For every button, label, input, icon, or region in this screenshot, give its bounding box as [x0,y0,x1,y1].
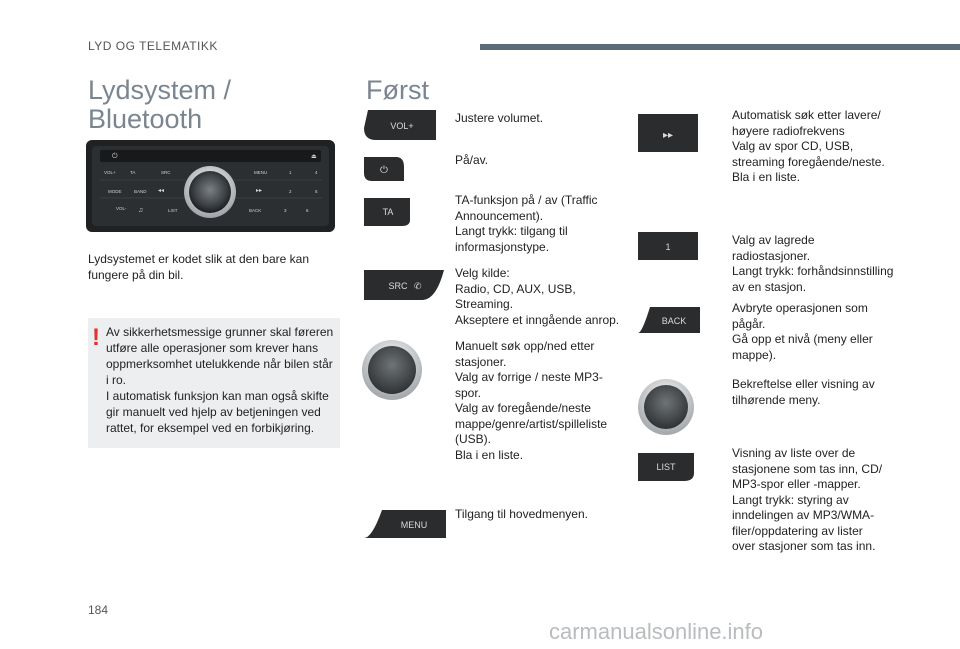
panel-note-icon: ♫ [138,207,144,214]
preset-desc: Valg av lagrede radiostasjoner. Langt trykk: forhåndsinnstilling av en stasjon. [732,233,894,294]
phone-icon: ✆ [414,281,422,291]
ta-desc: TA-funksjon på / av (Traffic Announcement). Langt trykk: tilgang til informasjonstype. [455,193,598,254]
panel-list-label: LIST [168,208,178,213]
src-desc: Velg kilde: Radio, CD, AUX, USB, Streaming. Akseptere et inngående anrop. [455,266,620,327]
rotary-knob-right [636,377,696,437]
ta-button [362,196,412,228]
src-button [362,268,446,302]
panel-preset-6: 6 [306,208,309,213]
power-button [362,155,406,183]
page-number: 184 [88,603,109,617]
panel-eject-icon: ⏏ [311,154,317,160]
rotary-knob-left [360,338,424,402]
svg-text:MENU: MENU [400,520,428,530]
vol-plus-button [362,108,438,142]
menu-button [362,508,448,540]
page-title-line1: Lydsystem / [88,75,232,105]
panel-prev-icon: ◂◂ [158,188,165,194]
svg-text:VOL+: VOL+ [390,121,414,131]
list-button [636,451,696,483]
panel-ta-label: TA [130,170,136,175]
page-title-line2: Bluetooth [88,104,203,134]
panel-preset-3: 3 [284,208,287,213]
watermark: carmanualsonline.info [549,619,764,644]
panel-vol-plus-label: VOL+ [104,170,116,175]
rotary-knob-right-desc: Bekreftelse eller visning av tilhørende meny. [732,377,875,407]
svg-text:SRC: SRC [388,281,408,291]
panel-power-icon: ⏻ [112,153,118,160]
panel-knob [189,171,231,213]
back-desc: Avbryte operasjonen som pågår. Gå opp et nivå (meny eller mappe). [732,301,873,362]
panel-back-label: BACK [249,208,262,213]
intro-text: Lydsystemet er kodet slik at den bare kan fungere på din bil. [88,252,310,282]
section-title-first: Først [366,75,429,105]
back-button [636,305,702,335]
rotary-knob-left-desc: Manuelt søk opp/ned etter stasjoner. Valg av forrige / neste MP3- spor. Valg av foregående/neste mappe/genre/artist/spilleliste (USB). Bla i en liste. [455,339,608,462]
warning-box [88,318,340,448]
seek-button [636,112,700,154]
panel-mode-label: MODE [108,189,122,194]
seek-desc: Automatisk søk etter lavere/ høyere radiofrekvens Valg av spor CD, USB, streaming foregående/neste. Bla i en liste. [732,108,885,184]
panel-src-label: SRC [161,170,171,175]
preset-1-button [636,230,700,262]
warning-text: Av sikkerhetsmessige grunner skal føreren utføre alle operasjoner som krever hans oppmerksomhet utelukkende når bilen står i ro. I automatisk funksjon kan man også skifte gir manuelt ved hjelp av betjeningen ved rattet, for eksempel ved en forbikjøring. [106,325,334,435]
fast-forward-icon: ▸▸ [662,130,674,141]
panel-vol-minus-label: VOL- [116,206,127,211]
panel-next-icon: ▸▸ [256,188,263,194]
panel-preset-4: 4 [315,170,318,175]
page-title [88,76,231,134]
svg-text:TA: TA [382,207,394,217]
svg-text:BACK: BACK [661,316,687,326]
radio-panel-illustration [86,140,335,232]
warning-icon: ! [92,324,100,351]
vol-plus-desc: Justere volumet. [455,111,544,125]
panel-band-label: BAND [134,189,147,194]
panel-menu-label: MENU [254,170,268,175]
panel-preset-1: 1 [289,170,292,175]
power-icon: ⏻ [380,165,388,176]
panel-preset-2: 2 [289,189,292,194]
menu-desc: Tilgang til hovedmenyen. [455,507,588,521]
list-desc: Visning av liste over de stasjonene som tas inn, CD/ MP3-spor eller -mapper. Langt trykk: styring av inndelingen av MP3/WMA- filer/oppdatering av lister over stasjoner som tas inn. [732,446,883,553]
section-header: LYD OG TELEMATIKK [88,39,218,53]
panel-preset-5: 5 [315,189,318,194]
svg-text:1: 1 [665,242,671,252]
header-bar [480,44,960,50]
power-desc: På/av. [455,153,489,167]
svg-text:LIST: LIST [656,462,676,472]
